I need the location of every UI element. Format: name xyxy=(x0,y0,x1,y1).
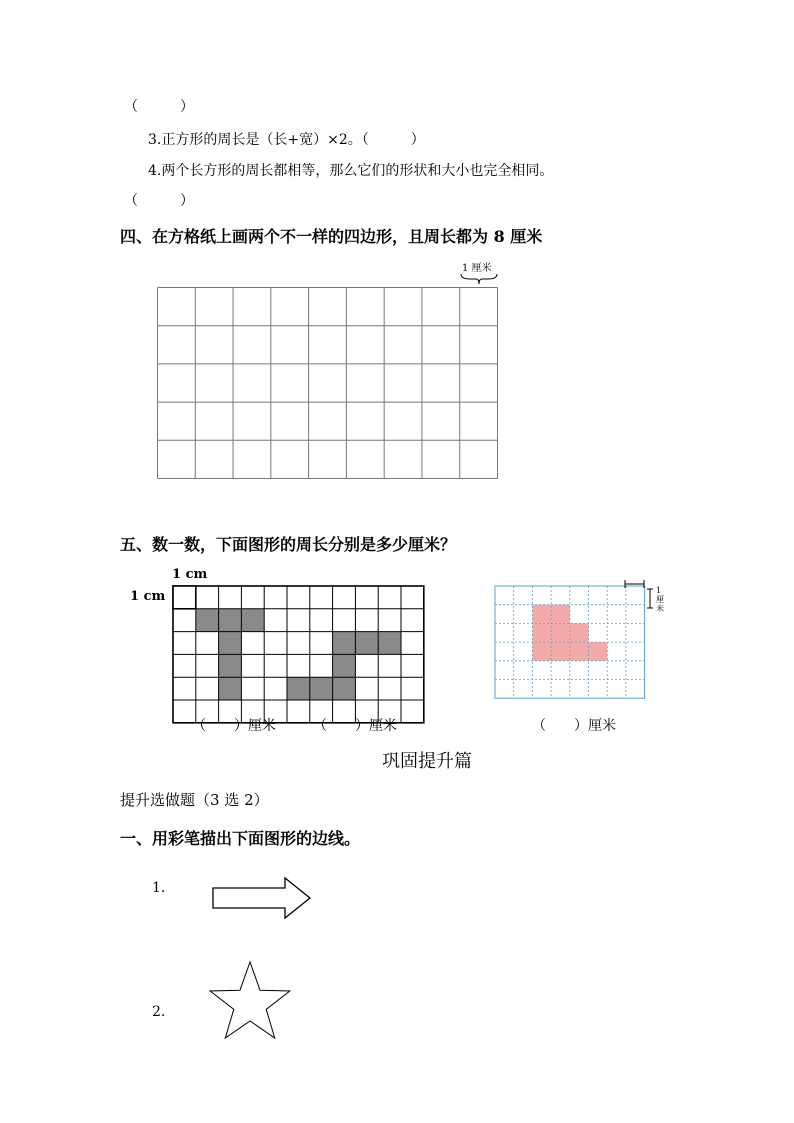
pink-cell xyxy=(551,605,570,624)
item-2-label: 2. xyxy=(152,1004,166,1020)
answer-left-2: （ ）厘米 xyxy=(313,718,397,734)
square-grid-paper[interactable] xyxy=(157,287,498,479)
answer-left-1: （ ）厘米 xyxy=(192,718,276,734)
pink-cell xyxy=(570,642,589,661)
consolidate-heading: 巩固提升篇 xyxy=(382,751,472,772)
answer-right: （ ）厘米 xyxy=(532,718,616,734)
shaded-cell xyxy=(241,609,264,632)
question-3: 3.正方形的周长是（长+宽）×2。（ ） xyxy=(148,132,425,148)
consolidate-subtitle: 提升选做题（3 选 2） xyxy=(120,791,269,809)
shaded-cell xyxy=(355,632,378,655)
left-side-unit-label: 1 cm xyxy=(130,589,166,604)
right-scale-bar xyxy=(624,579,646,589)
shaded-cell xyxy=(333,677,356,700)
section-4-title: 四、在方格纸上画两个不一样的四边形，且周长都为 8 厘米 xyxy=(120,227,543,246)
left-top-unit-label: 1 cm xyxy=(172,567,208,582)
question-4: 4.两个长方形的周长都相等，那么它们的形状和大小也完全相同。 xyxy=(148,163,554,179)
star-shape[interactable] xyxy=(207,960,293,1040)
shaded-cell xyxy=(219,632,242,655)
shaded-cell xyxy=(310,677,333,700)
right-vertical-scale-bar xyxy=(646,588,654,610)
shaded-cell xyxy=(378,632,401,655)
unit-square xyxy=(173,586,196,609)
answer-paren-1: （ ） xyxy=(124,99,194,115)
left-figure-grid xyxy=(173,586,423,701)
arrow-shape[interactable] xyxy=(211,876,313,920)
star-outline xyxy=(210,962,290,1038)
pink-cell xyxy=(551,623,570,642)
shaded-cell xyxy=(333,654,356,677)
shaded-cell xyxy=(219,654,242,677)
right-figure-grid xyxy=(495,586,645,701)
pink-cell xyxy=(570,623,589,642)
pink-cell xyxy=(532,605,551,624)
right-scale-label: 1 厘米 xyxy=(656,586,664,613)
shaded-cell xyxy=(333,632,356,655)
shaded-cell xyxy=(287,677,310,700)
scale-brace xyxy=(460,273,498,285)
shaded-cell xyxy=(219,677,242,700)
answer-paren-2: （ ） xyxy=(124,193,194,209)
item-1-label: 1. xyxy=(152,880,166,896)
section-5-title: 五、数一数，下面图形的周长分别是多少厘米？ xyxy=(120,535,457,554)
trace-question-title: 一、用彩笔描出下面图形的边线。 xyxy=(120,829,361,848)
pink-cell xyxy=(589,642,608,661)
shaded-cell xyxy=(196,609,219,632)
pink-cell xyxy=(551,642,570,661)
pink-cell xyxy=(532,642,551,661)
scale-label-1cm: 1 厘米 xyxy=(462,263,492,274)
pink-cell xyxy=(532,623,551,642)
shaded-cell xyxy=(219,609,242,632)
